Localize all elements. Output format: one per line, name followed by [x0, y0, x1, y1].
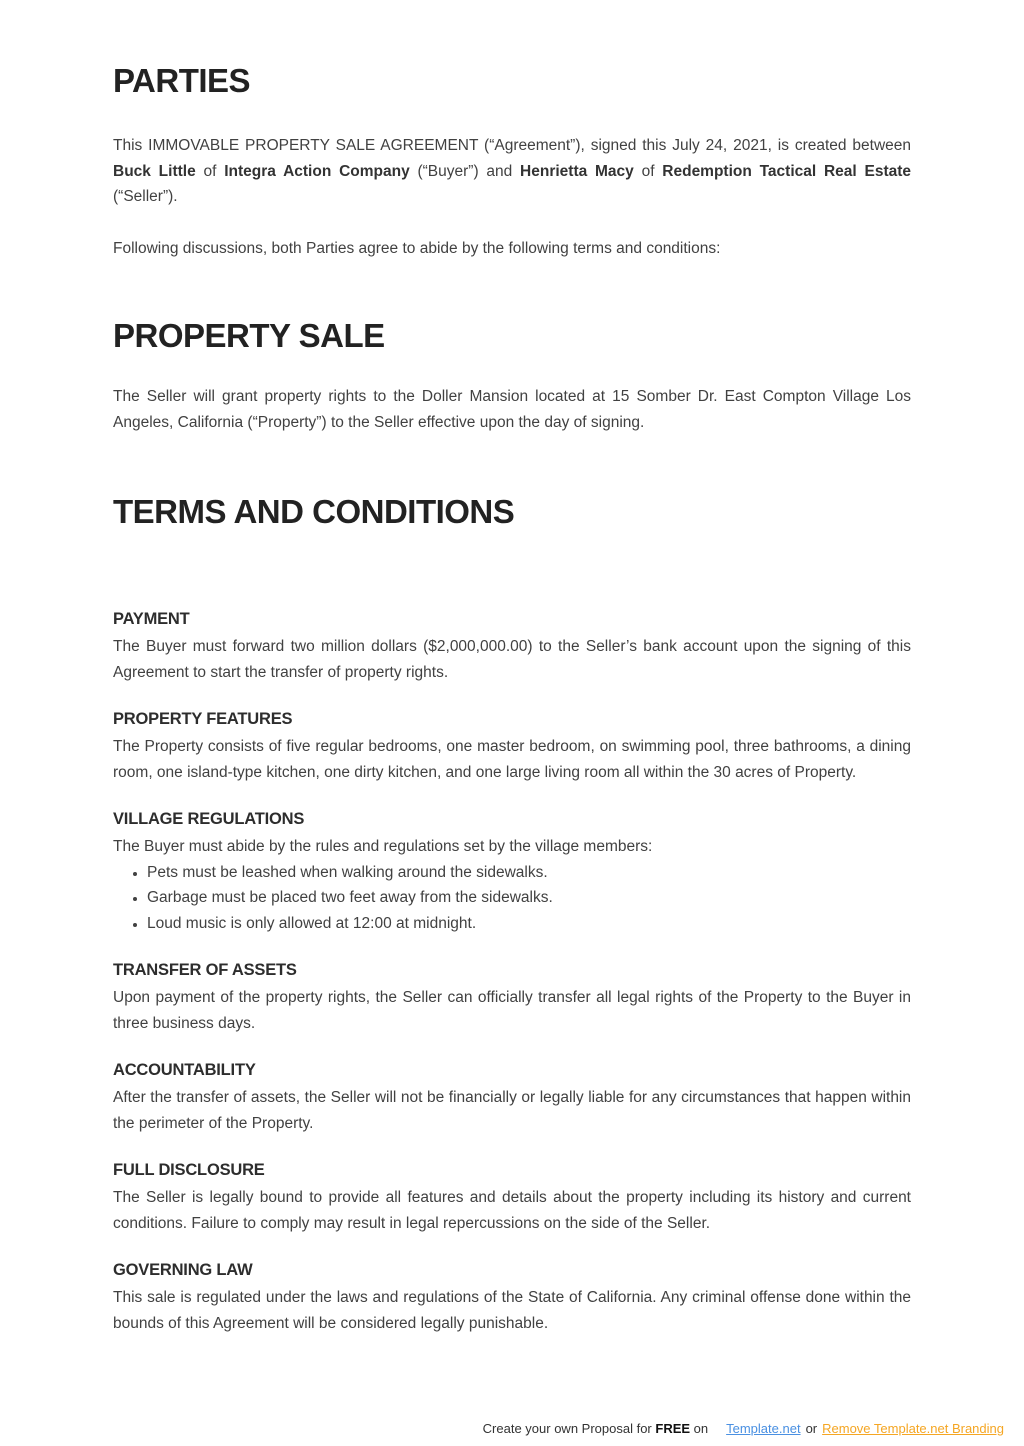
buyer-name: Buck Little: [113, 162, 196, 180]
seller-name: Henrietta Macy: [520, 162, 634, 180]
property-features-paragraph: The Property consists of five regular bedrooms, one master bedroom, on swimming pool, three bathrooms, a dining room, one island-type kitchen, one dirty kitchen, and one large living room all within the 30 acres of Property.: [113, 738, 911, 781]
subsection-governing-law: [113, 1261, 911, 1336]
property-sale-paragraph: The Seller will grant property rights to the Doller Mansion located at 15 Somber Dr. East Compton Village Los Angeles, California (“Property”) to the Seller effective upon the day of signing.: [113, 388, 911, 431]
subsection-payment: [113, 610, 911, 685]
village-regulations-subheading: VILLAGE REGULATIONS: [113, 810, 305, 828]
footer-text: Create your own Proposal for: [482, 1421, 656, 1436]
section-terms-and-conditions: [113, 495, 911, 1336]
footer-or-text: or: [805, 1421, 818, 1436]
template-net-link[interactable]: Template.net: [726, 1421, 801, 1436]
intro-text-1: This IMMOVABLE PROPERTY SALE AGREEMENT (“Agreement”), signed this July 24, 2021, is created between: [113, 137, 911, 154]
list-item: • Garbage must be placed two feet away from the sidewalks.: [147, 885, 911, 911]
transfer-of-assets-subheading: TRANSFER OF ASSETS: [113, 961, 297, 979]
subsection-accountability: [113, 1061, 911, 1136]
payment-subheading: PAYMENT: [113, 610, 190, 628]
subsection-village-regulations: [113, 810, 911, 936]
footer-branding: [483, 1420, 1004, 1438]
terms-heading: TERMS AND CONDITIONS: [113, 493, 515, 530]
section-parties: [113, 64, 911, 261]
village-regulations-list: [113, 860, 911, 937]
intro-text-2: of: [195, 162, 225, 180]
section-property-sale: [113, 319, 911, 435]
footer-text-on: on: [690, 1421, 709, 1436]
property-features-subheading: PROPERTY FEATURES: [113, 710, 293, 728]
intro-text-5: (“Seller”).: [113, 188, 178, 205]
transfer-of-assets-paragraph: Upon payment of the property rights, the Seller can officially transfer all legal rights of the Property to the Buyer in three business days.: [113, 989, 911, 1032]
subsection-full-disclosure: [113, 1161, 911, 1236]
seller-company: Redemption Tactical Real Estate: [662, 162, 912, 180]
governing-law-subheading: GOVERNING LAW: [113, 1261, 253, 1279]
full-disclosure-paragraph: The Seller is legally bound to provide all features and details about the property including its history and current conditions. Failure to comply may result in legal repercussions on the side of the Seller.: [113, 1189, 911, 1232]
full-disclosure-subheading: FULL DISCLOSURE: [113, 1161, 265, 1179]
parties-heading: PARTIES: [113, 62, 251, 99]
payment-paragraph: The Buyer must forward two million dollars ($2,000,000.00) to the Seller’s bank account upon the signing of this Agreement to start the transfer of property rights.: [113, 638, 911, 681]
property-sale-heading: PROPERTY SALE: [113, 317, 385, 354]
accountability-subheading: ACCOUNTABILITY: [113, 1061, 256, 1079]
list-item: • Pets must be leashed when walking around the sidewalks.: [147, 860, 911, 886]
governing-law-paragraph: This sale is regulated under the laws and regulations of the State of California. Any criminal offense done within the bounds of this Agreement will be considered legally punishable.: [113, 1289, 911, 1332]
footer-free-label: FREE: [655, 1421, 691, 1436]
subsection-property-features: [113, 710, 911, 785]
parties-following-paragraph: Following discussions, both Parties agree to abide by the following terms and conditions:: [113, 239, 721, 257]
subsection-transfer-of-assets: [113, 961, 911, 1036]
intro-text-3: (“Buyer”) and: [409, 162, 521, 180]
accountability-paragraph: After the transfer of assets, the Seller will not be financially or legally liable for any circumstances that happen within the perimeter of the Property.: [113, 1089, 911, 1132]
list-item: • Loud music is only allowed at 12:00 at midnight.: [147, 911, 911, 937]
remove-branding-link[interactable]: Remove Template.net Branding: [822, 1421, 1004, 1436]
parties-intro-paragraph: [113, 133, 911, 210]
village-regulations-paragraph: The Buyer must abide by the rules and regulations set by the village members:: [113, 838, 653, 855]
intro-text-4: of: [633, 162, 663, 180]
buyer-company: Integra Action Company: [224, 162, 410, 180]
